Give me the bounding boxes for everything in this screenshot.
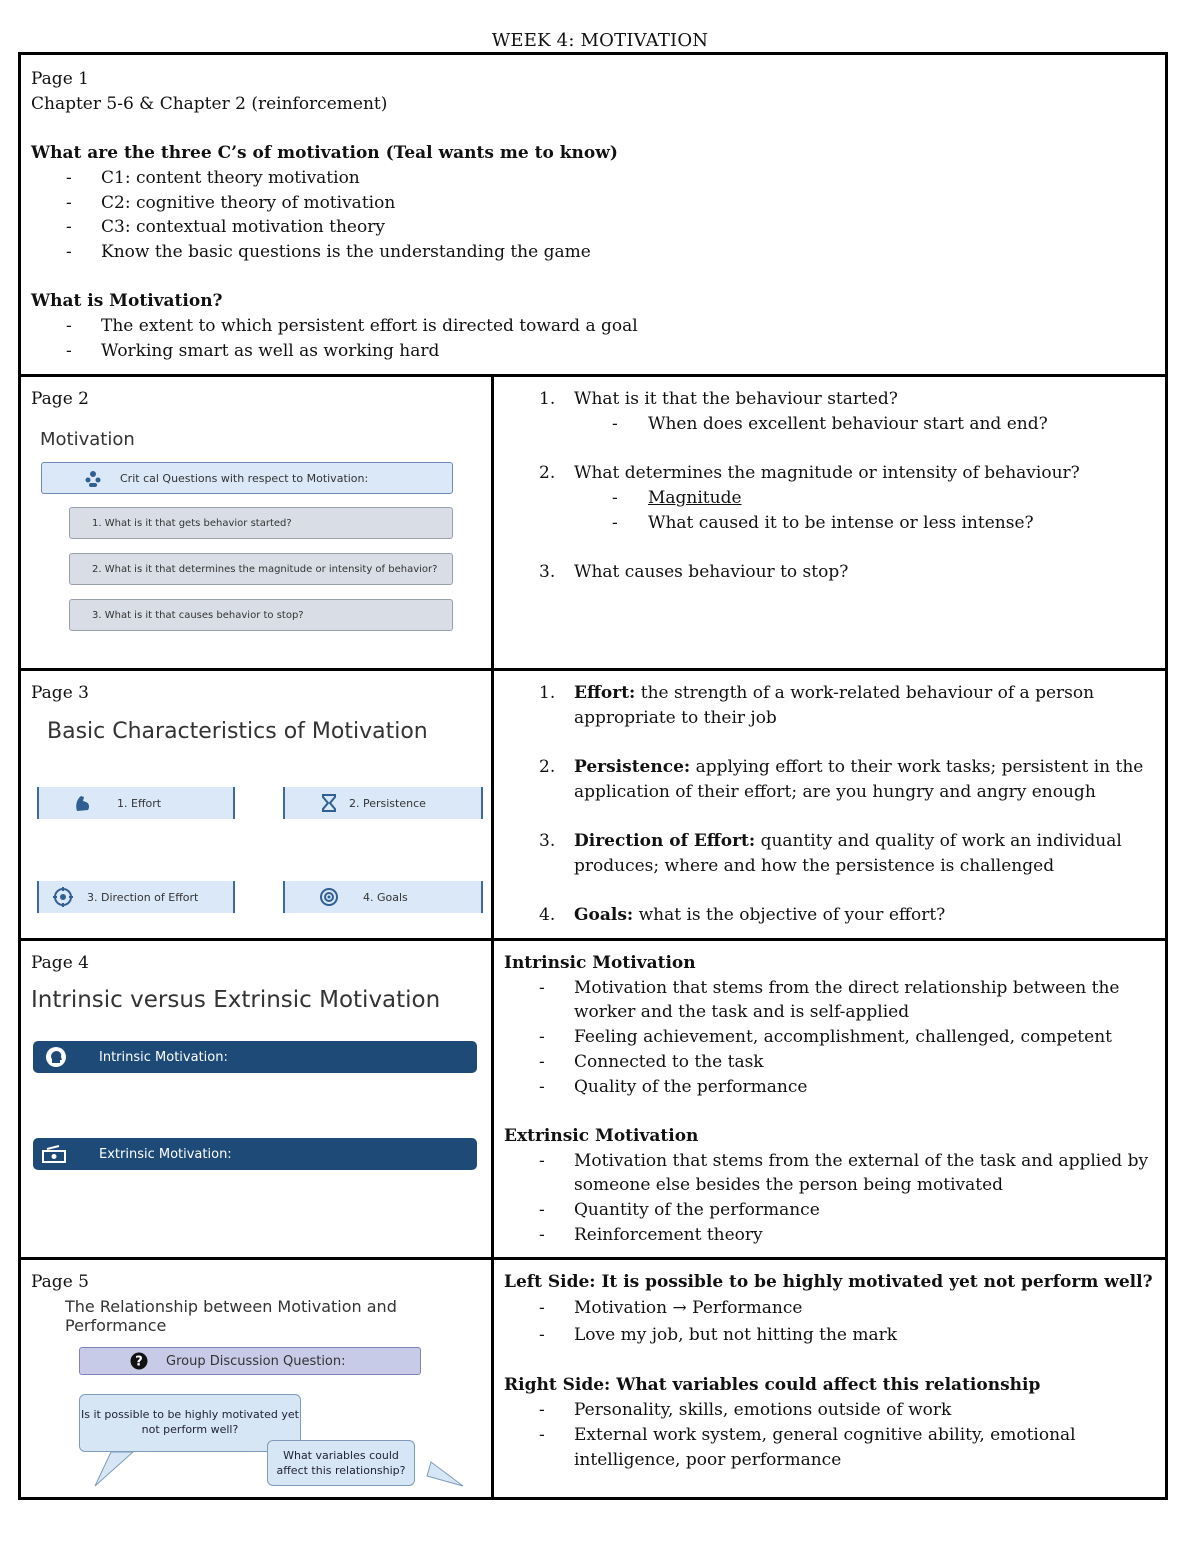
item-number: 2. <box>539 757 556 778</box>
characteristic-effort <box>37 787 235 819</box>
right-side-heading: Right Side: What variables could affect this relationship <box>504 1375 1041 1396</box>
item-text: What determines the magnitude or intensity of behaviour? <box>574 463 1080 484</box>
page-3-slide-cell <box>21 671 494 938</box>
row-page-3 <box>21 671 1165 941</box>
item-number: 1. <box>539 683 556 703</box>
row-page-4 <box>21 941 1165 1260</box>
list-item: - Reinforcement theory <box>504 1223 1155 1248</box>
bubble-line: What variables could <box>283 1449 399 1462</box>
svg-text:?: ? <box>135 1354 143 1370</box>
characteristic-label: 3. Direction of Effort <box>87 890 199 904</box>
left-side-heading: Left Side: It is possible to be highly motivated yet not perform well? <box>504 1272 1153 1292</box>
item-number: 1. <box>539 389 556 409</box>
list-item: - C3: contextual motivation theory <box>31 215 1155 240</box>
definition: quantity and quality of work an individual <box>760 831 1122 852</box>
list-item: - Connected to the task <box>504 1050 1155 1075</box>
slide-title: Basic Characteristics of Motivation <box>47 719 428 744</box>
sub-item: - When does excellent behaviour start and end? <box>504 412 1155 437</box>
page-1-cell <box>21 55 1165 374</box>
slide-question-3: 3. What is it that causes behavior to stop? <box>69 599 453 631</box>
characteristic-label: 4. Goals <box>363 890 408 904</box>
page-label: Page 4 <box>31 953 89 973</box>
list-item: - Feeling achievement, accomplishment, challenged, competent <box>504 1025 1155 1050</box>
list-item: - Motivation that stems from the direct relationship between the <box>504 976 1155 1001</box>
page-label: Page 3 <box>31 683 89 703</box>
page-5-slide-cell <box>21 1260 494 1500</box>
characteristic-direction <box>37 881 235 913</box>
slide-thumbnail <box>21 377 491 667</box>
bubble-line: not perform well? <box>141 1423 239 1436</box>
page-4-slide-cell <box>21 941 494 1257</box>
numbered-item <box>504 560 1155 585</box>
continuation: worker and the task and is self-applied <box>574 1002 910 1023</box>
three-cs-heading: What are the three C’s of motivation (Teal wants me to know) <box>31 143 618 164</box>
numbered-item <box>504 829 1155 854</box>
definition: applying effort to their work tasks; persistent in the <box>695 757 1144 778</box>
numbered-item <box>504 387 1155 412</box>
term: Direction of Effort: <box>574 831 756 852</box>
slide-question-1: 1. What is it that gets behavior started? <box>69 507 453 539</box>
sub-item: - What caused it to be intense or less intense? <box>504 511 1155 536</box>
list-item: - Personality, skills, emotions outside of work <box>504 1398 1155 1423</box>
page-label: Page 1 <box>31 69 89 89</box>
slide-title: Intrinsic versus Extrinsic Motivation <box>31 987 441 1013</box>
item-number: 3. <box>539 561 556 582</box>
compass-icon <box>53 887 73 907</box>
row-page-2 <box>21 377 1165 671</box>
hourglass-icon <box>319 793 339 813</box>
slide-header-bar <box>41 462 453 494</box>
term: Effort: <box>574 683 636 703</box>
what-is-motivation-heading: What is Motivation? <box>31 291 223 312</box>
characteristic-persistence <box>283 787 483 819</box>
list-item: - C1: content theory motivation <box>31 166 1155 191</box>
numbered-item <box>504 681 1155 706</box>
page-label: Page 5 <box>31 1272 89 1292</box>
intrinsic-heading: Intrinsic Motivation <box>504 953 696 973</box>
head-gear-icon <box>45 1046 67 1068</box>
discussion-header-text: Group Discussion Question: <box>166 1353 346 1369</box>
slide-title-line-1: The Relationship between Motivation and <box>65 1297 397 1316</box>
discussion-header <box>79 1347 421 1375</box>
term: Persistence: <box>574 757 691 778</box>
list-item: - Motivation → Performance <box>504 1295 1155 1322</box>
continuation: appropriate to their job <box>574 707 777 728</box>
item-number: 3. <box>539 831 556 852</box>
bubble-line: Is it possible to be highly motivated yet <box>81 1408 299 1421</box>
people-icon <box>84 470 102 488</box>
slide-thumbnail <box>21 671 491 937</box>
sub-item <box>504 486 1155 511</box>
target-icon <box>319 887 339 907</box>
slide-header-text: Crit cal Questions with respect to Motivation: <box>120 471 369 485</box>
page-5-notes-cell <box>494 1260 1165 1500</box>
intrinsic-bar <box>33 1041 477 1073</box>
slide-question-2: 2. What is it that determines the magnitude or intensity of behavior? <box>69 553 453 585</box>
bar-label: Extrinsic Motivation: <box>99 1146 232 1162</box>
page-label: Page 2 <box>31 389 89 409</box>
document-title: WEEK 4: MOTIVATION <box>491 30 709 51</box>
speech-bubble-2 <box>267 1440 415 1486</box>
flexed-arm-icon <box>73 793 93 813</box>
numbered-item <box>504 461 1155 486</box>
question-icon <box>130 1352 148 1370</box>
list-item: - Know the basic questions is the understanding the game <box>31 240 1155 265</box>
page-2-slide-cell <box>21 377 494 668</box>
page-4-notes-cell <box>494 941 1165 1257</box>
list-item: - Love my job, but not hitting the mark <box>504 1322 1155 1349</box>
extrinsic-heading: Extrinsic Motivation <box>504 1125 699 1146</box>
item-text: What is it that the behaviour started? <box>574 389 898 409</box>
slide-thumbnail <box>21 941 491 1256</box>
characteristic-label: 2. Persistence <box>349 796 426 810</box>
continuation: produces; where and how the persistence is challenged <box>574 855 1055 876</box>
slide-thumbnail <box>21 1260 491 1500</box>
characteristic-goals <box>283 881 483 913</box>
notes-table <box>18 52 1168 1500</box>
extrinsic-bar <box>33 1138 477 1170</box>
numbered-item <box>504 755 1155 780</box>
item-number: 2. <box>539 463 556 484</box>
bubble-line: affect this relationship? <box>276 1464 406 1477</box>
numbered-item <box>504 903 1155 928</box>
item-number: 4. <box>539 905 556 926</box>
item-text: What causes behaviour to stop? <box>574 561 849 582</box>
list-item: - External work system, general cognitive ability, emotional <box>504 1423 1155 1448</box>
list-item: - Working smart as well as working hard <box>31 339 1155 364</box>
list-item: - Quantity of the performance <box>504 1198 1155 1223</box>
underlined-term: Magnitude <box>648 487 742 508</box>
row-page-1 <box>21 55 1165 377</box>
definition: what is the objective of your effort? <box>638 905 946 926</box>
continuation: intelligence, poor performance <box>574 1449 842 1470</box>
slide-title: Motivation <box>40 429 135 450</box>
list-item: - Quality of the performance <box>504 1075 1155 1100</box>
characteristic-label: 1. Effort <box>117 796 162 810</box>
definition: the strength of a work-related behaviour of a person <box>640 683 1095 703</box>
term: Goals: <box>574 905 634 926</box>
page-3-notes-cell <box>494 671 1165 938</box>
list-item: - C2: cognitive theory of motivation <box>31 191 1155 216</box>
cash-icon <box>41 1144 67 1164</box>
continuation: someone else besides the person being motivated <box>574 1175 1004 1196</box>
slide-title-line-2: Performance <box>65 1316 167 1335</box>
chapter-line: Chapter 5-6 & Chapter 2 (reinforcement) <box>31 93 388 114</box>
page-2-notes-cell <box>494 377 1165 668</box>
bar-label: Intrinsic Motivation: <box>99 1049 228 1065</box>
list-item: - Motivation that stems from the external of the task and applied by <box>504 1149 1155 1174</box>
row-page-5 <box>21 1260 1165 1500</box>
list-item: - The extent to which persistent effort is directed toward a goal <box>31 314 1155 339</box>
continuation: application of their effort; are you hungry and angry enough <box>574 781 1096 802</box>
